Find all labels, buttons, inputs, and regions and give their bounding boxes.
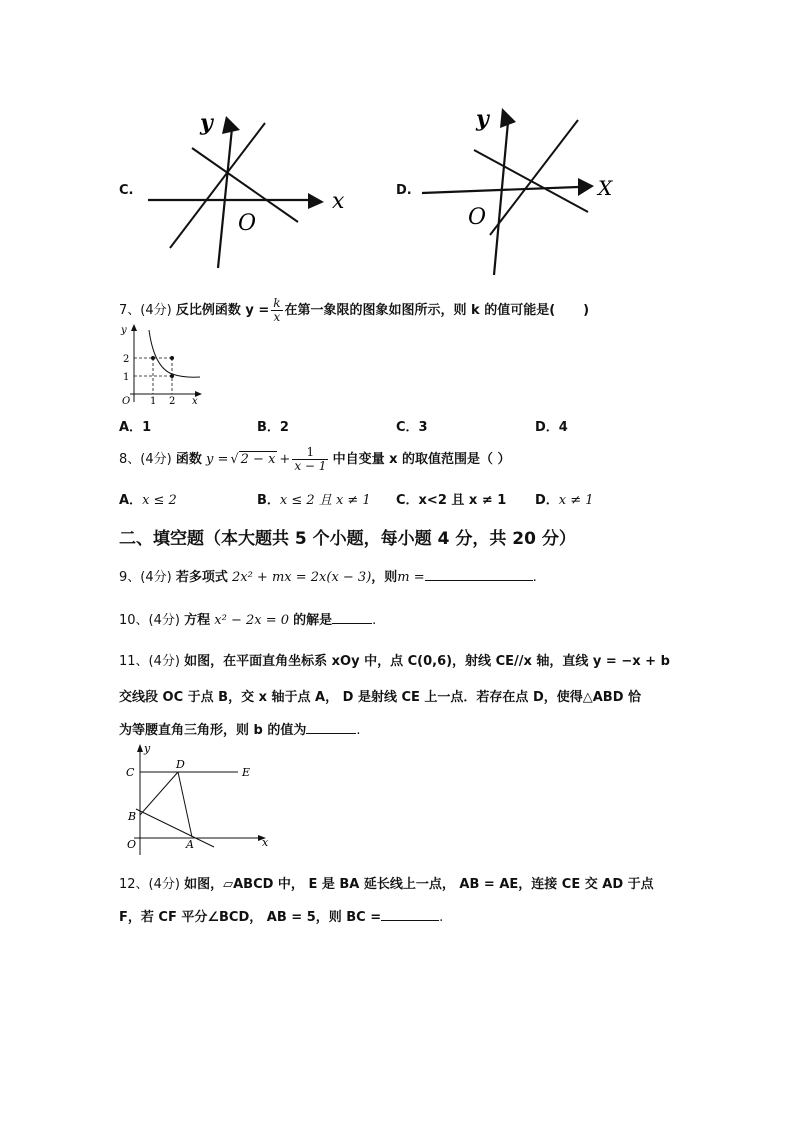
q12-line2: F，若 CF 平分∠BCD， AB = 5，则 BC = xyxy=(119,910,382,925)
q11-line1: 如图，在平面直角坐标系 xOy 中，点 C(0,6)，射线 CE//x 轴，直线 y = −x + b xyxy=(184,654,670,669)
section-heading: 二、填空题（本大题共 5 个小题，每小题 4 分，共 20 分） xyxy=(119,529,576,549)
d-graph-y-label: y xyxy=(476,106,489,132)
q11-fig-c: C xyxy=(126,766,135,779)
q10-after: 的解是 xyxy=(293,613,333,628)
q12-prefix: 12、(4分) xyxy=(119,877,180,892)
q7-prefix: 7、(4分) xyxy=(119,303,172,318)
question-11-line-1 xyxy=(119,650,670,669)
c-graph-y-label: y xyxy=(200,110,213,136)
q8-option-b: B．x ≤ 2 且 x ≠ 1 xyxy=(257,493,371,508)
q7-option-d: D．4 xyxy=(535,420,568,435)
q7-option-c: C．3 xyxy=(396,420,428,435)
q8-sqrt-body: 2 − x xyxy=(240,452,276,467)
d-graph-x-label: X xyxy=(598,176,613,200)
q7-fig-tick-y2: 2 xyxy=(123,354,130,365)
q8-formula-y: y = xyxy=(205,452,229,467)
q7-close-paren: ) xyxy=(583,303,590,318)
q11-figure xyxy=(120,740,280,860)
q9-end: . xyxy=(532,570,537,585)
q7-fig-tick-x1: 1 xyxy=(150,396,157,407)
q7-frac-den: x xyxy=(273,310,281,324)
q11-answer-blank[interactable] xyxy=(306,721,356,734)
question-12-line-1 xyxy=(119,873,654,892)
q8-option-c: C．x<2 且 x ≠ 1 xyxy=(396,493,507,508)
q11-fig-y: y xyxy=(144,742,151,755)
d-graph-origin-label: O xyxy=(468,205,487,230)
q11-fig-x: x xyxy=(262,836,269,849)
q7-option-a: A．1 xyxy=(119,420,152,435)
q7-figure xyxy=(116,322,206,408)
q7-fig-y: y xyxy=(121,325,127,336)
q11-fig-e: E xyxy=(242,766,251,779)
q11-prefix: 11、(4分) xyxy=(119,654,180,669)
q8-fraction xyxy=(292,446,328,473)
q8-text-after: 中自变量 x 的取值范围是（ ） xyxy=(332,452,511,467)
q8-option-d: D．x ≠ 1 xyxy=(535,493,594,508)
q7-fig-x: x xyxy=(192,396,198,407)
q9-then: ，则 xyxy=(371,570,398,585)
option-d-label: D. xyxy=(396,183,412,198)
q7-fig-origin: O xyxy=(122,396,131,407)
q11-end: . xyxy=(356,723,361,738)
q11-line3: 为等腰直角三角形，则 b 的值为 xyxy=(119,723,307,738)
q10-prefix: 10、(4分) xyxy=(119,613,180,628)
q10-answer-blank[interactable] xyxy=(332,611,372,624)
q7-text-after: 在第一象限的图象如图所示，则 k 的值可能是( xyxy=(284,303,556,318)
q8-prefix: 8、(4分) xyxy=(119,452,172,467)
c-graph-x-label: x xyxy=(332,189,345,214)
q8-option-a: A．x ≤ 2 xyxy=(119,493,177,508)
q7-fraction xyxy=(271,297,282,324)
q7-fig-tick-y1: 1 xyxy=(123,372,130,383)
q8-frac-den: x − 1 xyxy=(294,459,327,473)
q9-var: m = xyxy=(397,570,425,585)
q10-end: . xyxy=(372,613,377,628)
q11-fig-a: A xyxy=(186,838,194,851)
question-11-line-3 xyxy=(119,719,361,738)
q8-frac-num: 1 xyxy=(292,446,328,460)
question-8: 8、(4分) 函数 y = √ 2 − x + $\frac{1}{x - 1}$ 中自变量 x 的取值范围是（ ） xyxy=(119,445,511,473)
q7-option-b: B．2 xyxy=(257,420,289,435)
q11-fig-d: D xyxy=(176,758,185,771)
question-10 xyxy=(119,609,376,628)
q12-line1: 如图，▱ABCD 中， E 是 BA 延长线上一点， AB = AE，连接 CE 交 AD 于点 xyxy=(184,877,654,892)
q9-answer-blank[interactable] xyxy=(425,568,533,581)
q8-text-before: 函数 xyxy=(175,452,202,467)
option-c-label: C. xyxy=(119,183,134,198)
q10-text: 方程 xyxy=(184,613,211,628)
q11-fig-o: O xyxy=(127,838,137,851)
q10-formula: x² − 2x = 0 xyxy=(214,613,289,628)
question-9 xyxy=(119,566,537,585)
option-c-graph xyxy=(140,108,345,273)
q12-end: . xyxy=(439,910,444,925)
option-d-graph xyxy=(418,100,618,278)
question-11-line-2: 交线段 OC 于点 B，交 x 轴于点 A， D 是射线 CE 上一点．若存在点 D，使得△ABD 恰 xyxy=(119,690,642,705)
question-7 xyxy=(119,297,589,324)
q7-frac-num: k xyxy=(273,296,281,310)
q9-prefix: 9、(4分) xyxy=(119,570,172,585)
question-12-line-2 xyxy=(119,906,443,925)
q12-answer-blank[interactable] xyxy=(381,908,439,921)
q7-fig-tick-x2: 2 xyxy=(169,396,176,407)
q9-formula: 2x² + mx = 2x(x − 3) xyxy=(231,570,372,585)
q11-fig-b: B xyxy=(128,810,137,823)
q9-text: 若多项式 xyxy=(175,570,228,585)
q7-text-before: 反比例函数 y = xyxy=(175,303,270,318)
c-graph-origin-label: O xyxy=(238,211,257,236)
q8-plus: + xyxy=(279,452,291,467)
